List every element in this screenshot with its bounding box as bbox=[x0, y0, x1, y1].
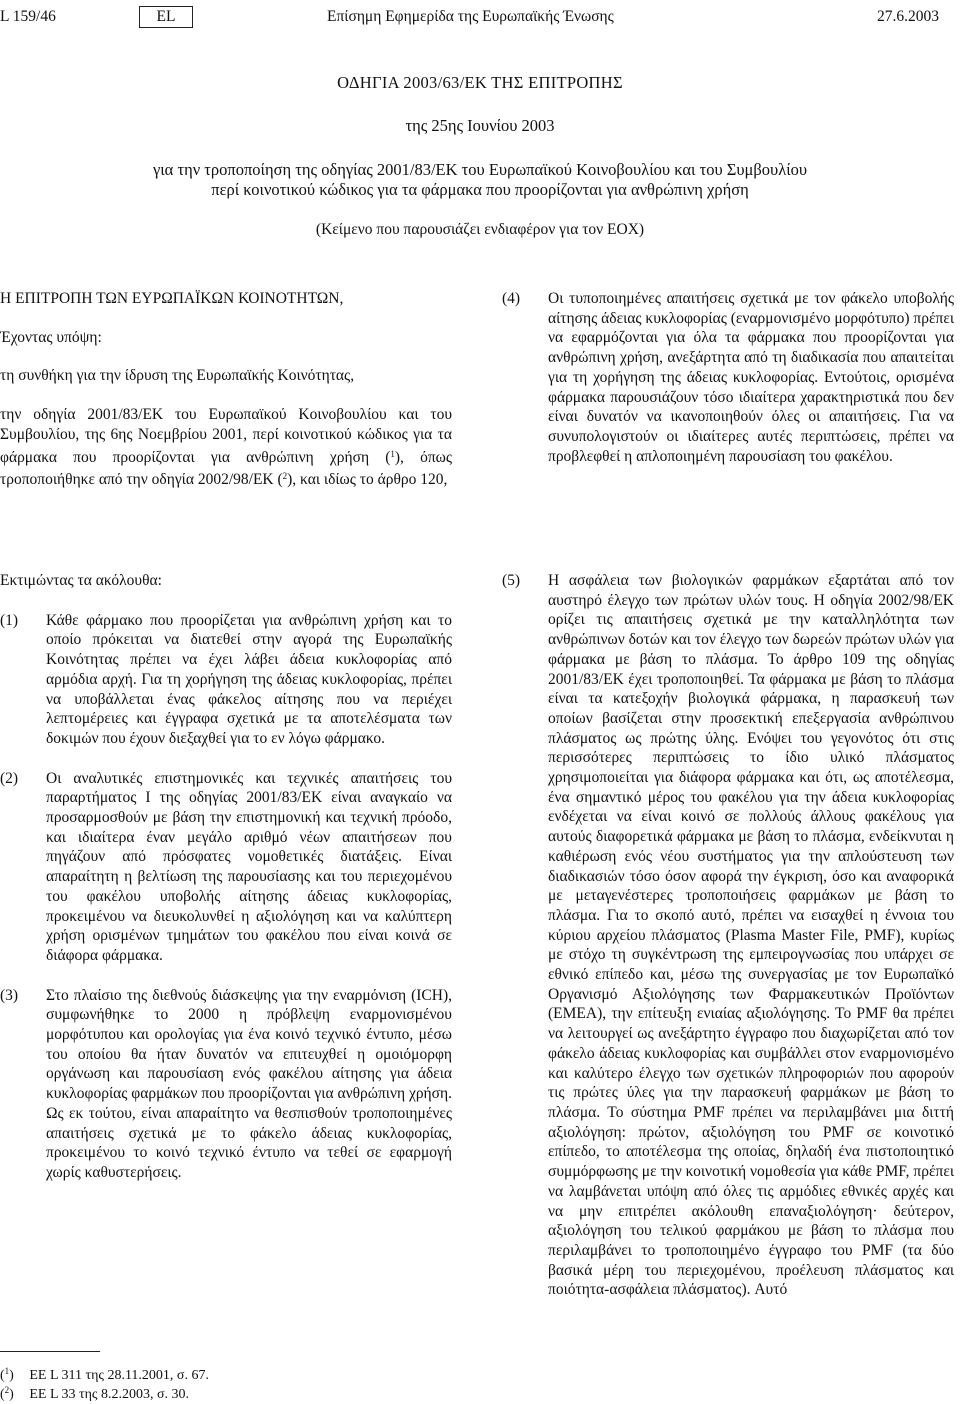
issue-date: 27.6.2003 bbox=[877, 8, 939, 25]
recital-text: Οι τυποποιημένες απαιτήσεις σχετικά με τον φάκελο υποβολής αίτησης άδειας κυκλοφορίας (εναρμονισμένο μορφότυπο) πρέπει να εφαρμόζονται για όλα τα φάρμακα που προορίζονται για ανθρώπινη χρήση, ανεξάρτητα από τη διαδικασία που απαιτείται για τη χορήγηση της άδειας κυκλοφορίας. Εντούτοις, ορισμένα φάρμακα παρουσιάζουν τόσο ιδιαίτερα χαρακτηριστικά που δεν είναι δυνατόν να ικανοποιηθούν όλες οι απαιτήσεις. Για να συνυπολογιστούν οι ιδιαίτερες αυτές περιπτώσεις, πρέπει να προβλεφθεί η απλοποιημένη παρουσίαση του φακέλου. bbox=[548, 290, 954, 465]
journal-title: Επίσημη Εφημερίδα της Ευρωπαϊκής Ένωσης bbox=[327, 8, 614, 25]
recital-number: (1) bbox=[0, 611, 19, 629]
language-box: EL bbox=[139, 6, 193, 28]
footnote-1: ($^1$) ΕΕ L 311 της 28.11.2001, σ. 67. bbox=[0, 1366, 209, 1383]
recital-number: (5) bbox=[502, 572, 521, 589]
commission-heading: Η ΕΠΙΤΡΟΠΗ ΤΩΝ ΕΥΡΩΠΑΪΚΩΝ ΚΟΙΝΟΤΗΤΩΝ, bbox=[0, 290, 344, 307]
recital-1 bbox=[0, 611, 452, 749]
recital-2 bbox=[0, 769, 452, 966]
page-reference: L 159/46 bbox=[0, 8, 56, 25]
footnote-text: ΕΕ L 33 της 8.2.2003, σ. 30. bbox=[29, 1387, 190, 1402]
recital-text: Κάθε φάρμακο που προορίζεται για ανθρώπινη χρήση και το οποίο πρόκειται να διατεθεί στην αγορά της Ευρωπαϊκής Κοινότητας πρέπει να έχει λάβει άδεια κυκλοφορίας από αρμόδια αρχή. Για τη χορήγηση της άδειας κυκλοφορίας, πρέπει να υποβάλλεται ένας φάκελος αίτησης που να περιέχει λεπτομέρειες και έγγραφα σχετικά με τα αποτελέσματα των δοκιμών που έχουν διεξαχθεί για το εν λόγω φάρμακο. bbox=[46, 611, 452, 747]
footnote-ref-2[interactable]: 2 bbox=[282, 471, 288, 482]
treaty-citation: τη συνθήκη για την ίδρυση της Ευρωπαϊκής Κοινότητας, bbox=[0, 367, 355, 385]
recital-number: (2) bbox=[0, 769, 19, 787]
directive-title: ΟΔΗΓΙΑ 2003/63/ΕΚ ΤΗΣ ΕΠΙΤΡΟΠΗΣ bbox=[337, 73, 623, 92]
whereas-heading: Εκτιμώντας τα ακόλουθα: bbox=[0, 572, 162, 589]
directive-citation bbox=[0, 405, 452, 490]
eea-relevance: (Κείμενο που παρουσιάζει ενδιαφέρον για τον ΕΟΧ) bbox=[315, 221, 645, 238]
citation-text-c: ), και ιδίως το άρθρο 120, bbox=[287, 471, 448, 489]
recital-number: (3) bbox=[0, 986, 19, 1004]
directive-subject bbox=[0, 160, 960, 200]
recital-4-column bbox=[502, 289, 954, 466]
footnote-ref-1[interactable]: 1 bbox=[390, 448, 395, 459]
recital-text: Η ασφάλεια των βιολογικών φαρμάκων εξαρτάται από τον αυστηρό έλεγχο των πρώτων υλών τους. Η οδηγία 2002/98/ΕΚ ορίζει τις απαιτήσεις σχετικά με την καταλληλότητα των ανθρώπινων δοτών και τον έλεγχο των δωρεών πρώτων υλών για φάρμακα με βάση το πλάσμα. Το άρθρο 109 της οδηγίας 2001/83/ΕΚ έχει τροποποιηθεί. Τα φάρμακα με βάση το πλάσμα είναι τα κατεξοχήν βιολογικά φάρμακα, η παρασκευή των οποίων βασίζεται στην προσεκτική επεξεργασία ανθρώπινου πλάσματος ως πρώτης ύλης. Ενόψει του γεγονότος ότι στις περισσότερες περιπτώσεις το ίδιο υλικό πλάσματος χρησιμοποιείται για διάφορα φάρμακα και ότι, ως αποτέλεσμα, ένα σημαντικό μέρος του φακέλου για την άδεια κυκλοφορίας ενδέχεται να είναι κοινό σε πολλούς άλλους φακέλους για αυτούς διαφορετικά φάρμακα με βάση το πλάσμα, ενδείκνυται η καθιέρωση ενός νέου συστήματος για την απλούστευση των διαδικασιών τόσο όσον αφορά την έγκριση, όσο και αναφορικά με μεταγενέστερες τροποποιήσεις φαρμάκων με βάση το πλάσμα. Για το σκοπό αυτό, πρέπει να εισαχθεί η έννοια του κύριου αρχείου πλάσματος (Plasma Master File, PMF), κυρίως με στόχο τη συγκέντρωση της εμπειρογνωσίας που υπάρχει σε εθνικό επίπεδο και, μέσω της συνεργασίας με τον Ευρωπαϊκό Οργανισμό Αξιολόγησης των Φαρμακευτικών Προϊόντων (ΕΜΕΑ), την επίτευξη ενιαίας αξιολόγησης. Το PMF θα πρέπει να λειτουργεί ως ανεξάρτητο έγγραφο που διαχωρίζεται από τον φάκελο άδειας κυκλοφορίας και συμβάλλει στον εναρμονισμένο και καλύτερο έλεγχο των σχετικών πληροφοριών που αφορούν τις πρώτες ύλες για την παρασκευή φαρμάκων με βάση το πλάσμα. Το σύστημα PMF πρέπει να περιλαμβάνει μια διττή αξιολόγηση: πρώτον, αξιολόγηση του PMF σε κοινοτικό επίπεδο, το αποτέλεσμα της οποίας, δηλαδή ένα πιστοποιητικό συμμόρφωσης με την κοινοτική νομοθεσία για κάθε PMF, πρέπει να λαμβάνεται υπόψη από όλες τις αρμόδιες εθνικές αρχές και να μην επιτρέπει ακόλουθη επαναξιολόγηση· δεύτερον, αξιολόγηση του τελικού φαρμάκου με βάση το πλάσμα που περιλαμβάνει το τροποποιημένο έγγραφο του PMF (τα δύο βασικά μέρη του περιεχομένου, προέλευση πλάσματος και ποιότητα-ασφάλεια πλάσματος). Αυτό bbox=[548, 572, 955, 1299]
footnote-mark: 2 bbox=[4, 1385, 10, 1395]
recital-number: (4) bbox=[502, 290, 521, 307]
preamble-column bbox=[0, 289, 452, 490]
recital-4 bbox=[502, 289, 954, 466]
recital-text: Οι αναλυτικές επιστημονικές και τεχνικές απαιτήσεις του παραρτήματος I της οδηγίας 2001/83/ΕΚ είναι αναγκαίο να προσαρμοσθούν με βάση την επιστημονική και τεχνική πρόοδο, και ιδιαίτερα έναν μεγάλο αριθμό νέων απαιτήσεων που πηγάζουν από πρόσφατες νομοθετικές διατάξεις. Είναι απαραίτητη η βελτίωση της παρουσίασης και του περιεχομένου του φακέλου υποβολής αίτησης άδειας κυκλοφορίας, προκειμένου να διευκολυνθεί η αξιολόγηση και να καλύπτερη χρήση ορισμένων τμημάτων του φακέλου που είναι κοινά σε διάφορα φάρμακα. bbox=[46, 769, 452, 964]
journal-header bbox=[0, 6, 960, 30]
citation-text-b: ), όπως τροποποιήθηκε από την οδηγία 2002/98/ΕΚ ( bbox=[0, 448, 452, 489]
recitals-left-column bbox=[0, 571, 452, 1183]
footnote-text: ΕΕ L 311 της 28.11.2001, σ. 67. bbox=[29, 1368, 209, 1383]
subject-line-2: περί κοινοτικού κώδικος για τα φάρμακα που προορίζονται για ανθρώπινη χρήση bbox=[211, 180, 749, 199]
footnote-mark: 1 bbox=[4, 1366, 10, 1376]
citation-text-a: την οδηγία 2001/83/ΕΚ του Ευρωπαϊκού Κοινοβουλίου και του Συμβουλίου, της 6ης Νοεμβρίου 2001, περί κοινοτικού κώδικος για τα φάρμακα που προορίζονται για ανθρώπινη χρήση ( bbox=[0, 406, 452, 466]
directive-date: της 25ης Ιουνίου 2003 bbox=[405, 116, 555, 135]
footnote-2: ($^2$) ΕΕ L 33 της 8.2.2003, σ. 30. bbox=[0, 1385, 190, 1402]
recital-3 bbox=[0, 986, 452, 1183]
having-regard: Έχοντας υπόψη: bbox=[0, 328, 102, 346]
subject-line-1: για την τροποποίηση της οδηγίας 2001/83/ΕΚ του Ευρωπαϊκού Κοινοβουλίου και του Συμβουλίου bbox=[152, 160, 808, 179]
recital-5-column bbox=[502, 571, 954, 1300]
recital-text: Στο πλαίσιο της διεθνούς διάσκεψης για την εναρμόνιση (ICH), συμφωνήθηκε το 2000 η πρόβλεψη εναρμονισμένου μορφότυπου και ορολογίας για ένα κοινό τεχνικό έντυπο, μέσω του οποίου θα ήταν δυνατόν να επιτευχθεί η ομοιόμορφη οργάνωση και παρουσίαση ενός φακέλου αίτησης για άδεια κυκλοφορίας φαρμάκων που προορίζονται για ανθρώπινη χρήση. Ως εκ τούτου, είναι απαραίτητο να θεσπισθούν τροποποιημένες απαιτήσεις σχετικά με το φάκελο άδειας κυκλοφορίας, προκειμένου το κοινό τεχνικό έντυπο να τεθεί σε εφαρμογή χωρίς καθυστερήσεις. bbox=[46, 986, 452, 1181]
recital-5 bbox=[502, 571, 954, 1300]
footnote-divider bbox=[0, 1351, 100, 1352]
